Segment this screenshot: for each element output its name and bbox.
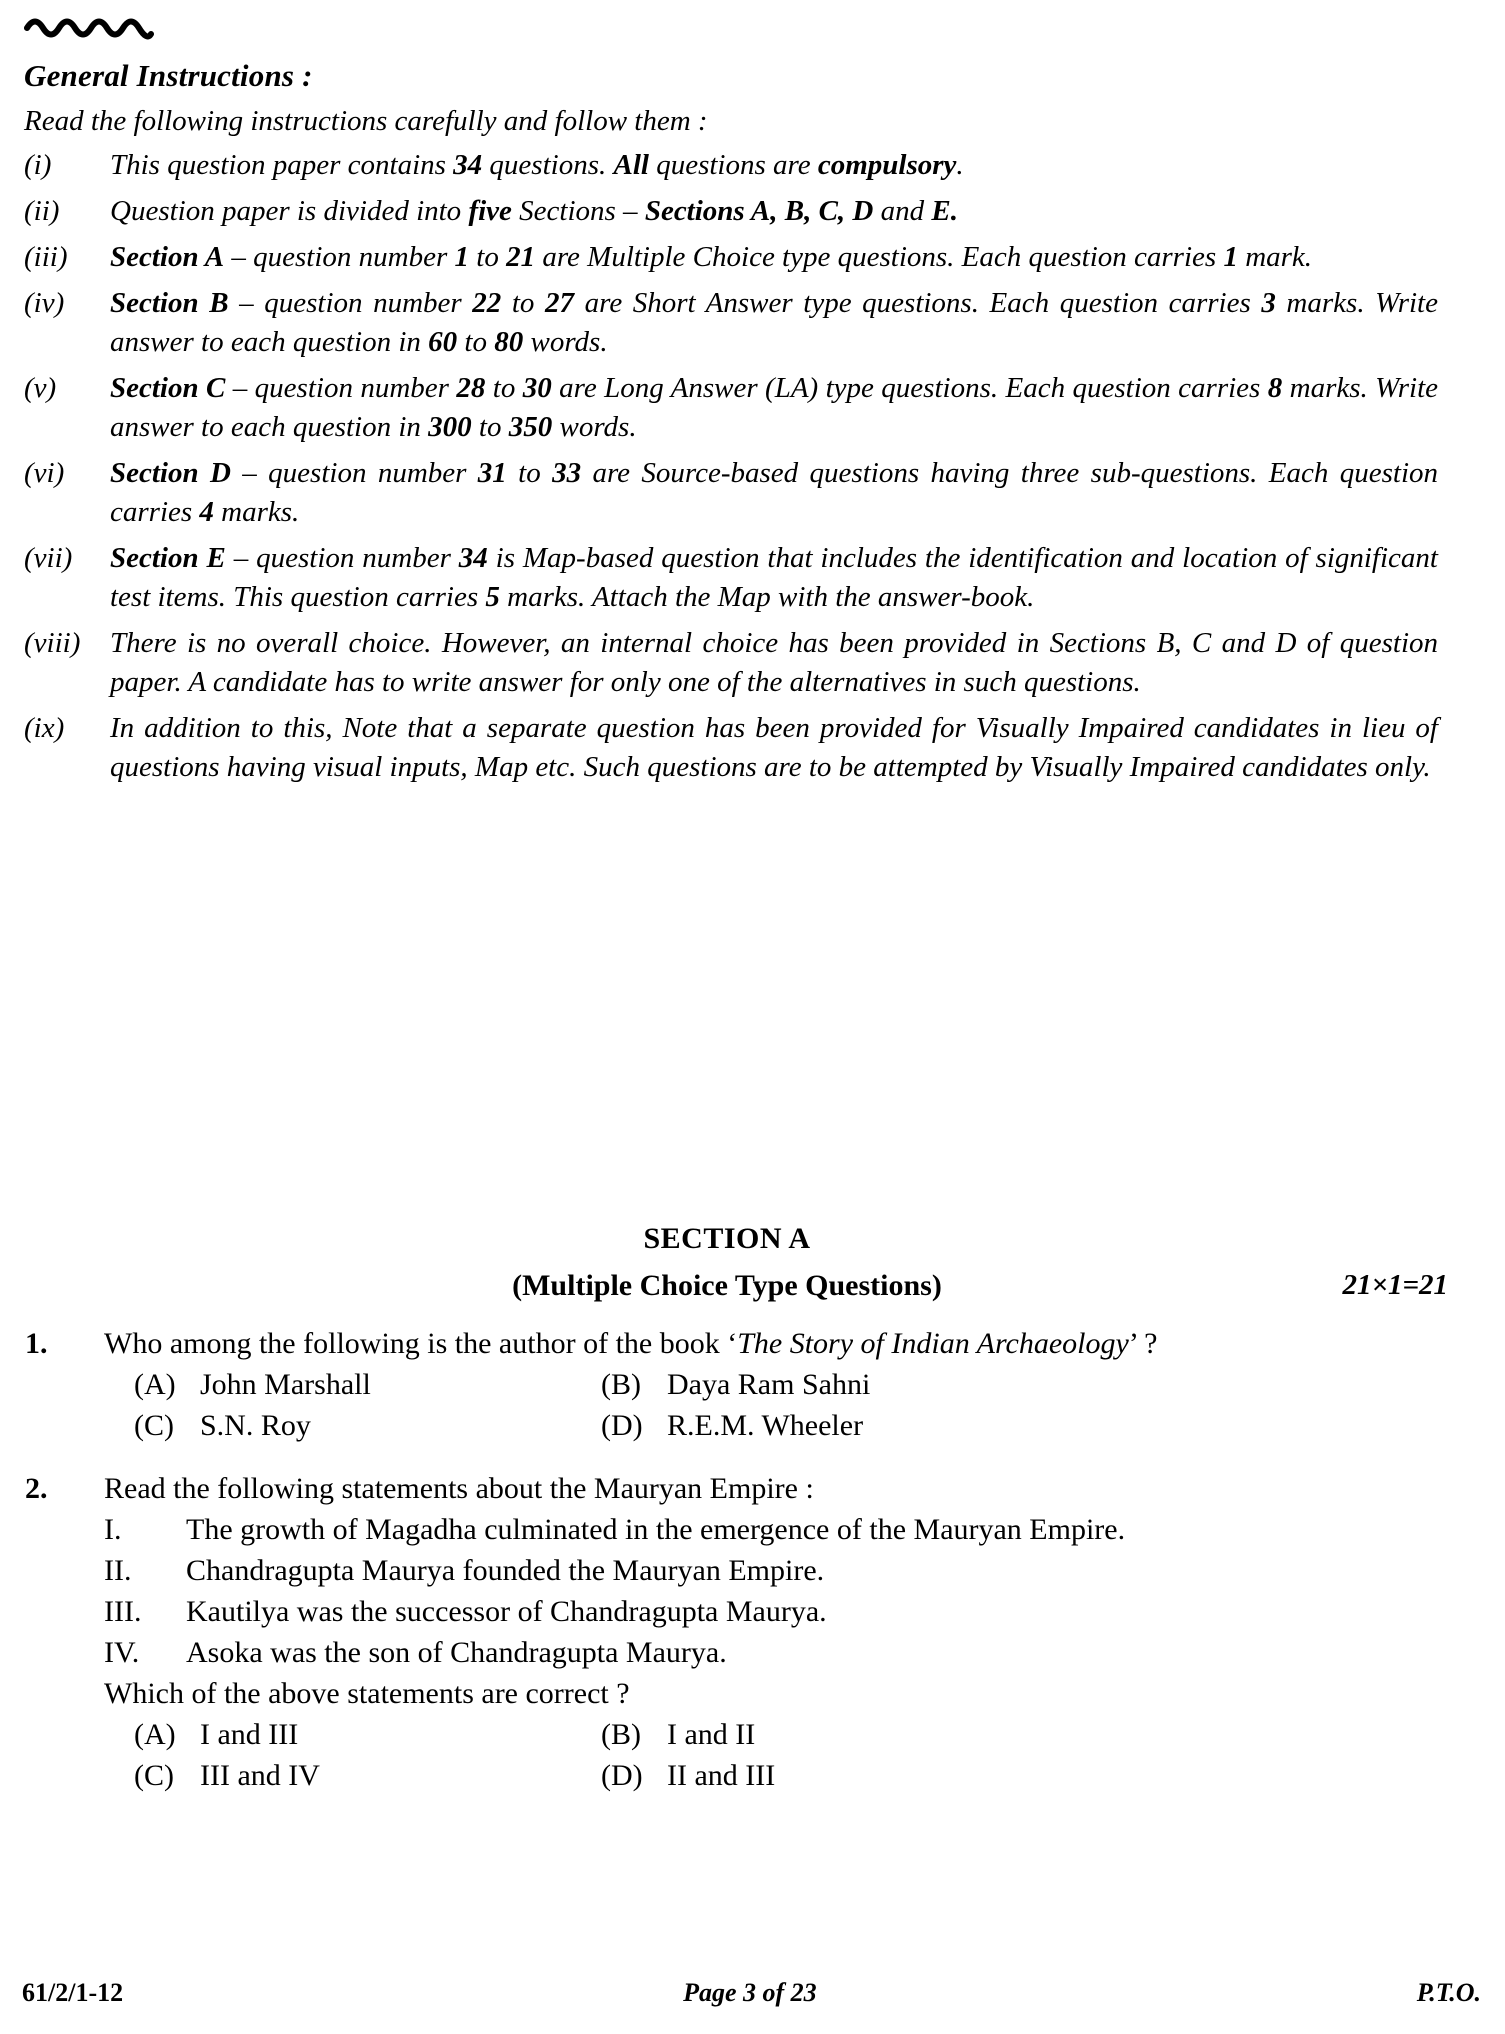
option-value: Daya Ram Sahni xyxy=(667,1368,871,1401)
instruction-text: In addition to this, Note that a separate question has been provided for Visually Impaired candidates in lieu of questions having visual inputs, Map etc. Such questions are to be attempted by Visually Impaired candidates only. xyxy=(110,712,1438,783)
statement-marker: IV. xyxy=(104,1636,140,1669)
instruction-item xyxy=(22,284,1462,362)
option-label: (C) xyxy=(134,1759,174,1792)
option-value: S.N. Roy xyxy=(200,1409,311,1442)
instruction-text: Section C – question number 28 to 30 are Long Answer (LA) type questions. Each question carries 8 marks. Write answer to each question in 300 to 350 words. xyxy=(110,372,1439,443)
page-footer xyxy=(22,1978,1481,2008)
statement-text: Asoka was the son of Chandragupta Maurya. xyxy=(186,1636,727,1669)
option-a[interactable] xyxy=(134,1714,601,1755)
wavy-line-icon xyxy=(24,12,154,46)
instruction-marker: (ii) xyxy=(24,195,60,227)
question-sub-prompt: Which of the above statements are correct ? xyxy=(104,1677,630,1710)
question-item xyxy=(22,1468,1462,1796)
option-label: (A) xyxy=(134,1368,176,1401)
statement-item xyxy=(22,1550,1462,1591)
section-title: SECTION A xyxy=(643,1222,811,1255)
instructions-list xyxy=(22,146,1462,794)
question-text: Read the following statements about the Mauryan Empire : xyxy=(104,1472,814,1505)
instruction-text: There is no overall choice. However, an internal choice has been provided in Sections B, C and D of question paper. A candidate has to write answer for only one of the alternatives in such questions. xyxy=(110,627,1438,698)
question-text: Who among the following is the author of the book ‘The Story of Indian Archaeology’ ? xyxy=(104,1327,1158,1360)
instruction-item xyxy=(22,539,1462,617)
option-label: (D) xyxy=(601,1759,643,1792)
option-a[interactable] xyxy=(134,1364,601,1405)
instruction-text: This question paper contains 34 questions. All questions are compulsory. xyxy=(110,149,964,181)
page-number: Page 3 of 23 xyxy=(683,1978,817,2007)
option-value: I and III xyxy=(200,1718,299,1751)
statement-marker: I. xyxy=(104,1513,122,1546)
option-value: III and IV xyxy=(200,1759,320,1792)
question-number: 1. xyxy=(25,1327,48,1360)
option-label: (D) xyxy=(601,1409,643,1442)
statement-item xyxy=(22,1632,1462,1673)
instruction-marker: (vi) xyxy=(24,457,65,489)
option-label: (B) xyxy=(601,1368,641,1401)
statement-marker: III. xyxy=(104,1595,142,1628)
section-subtitle: (Multiple Choice Type Questions) xyxy=(512,1269,942,1302)
general-instructions-title: General Instructions : xyxy=(24,58,313,93)
statement-text: Chandragupta Maurya founded the Mauryan Empire. xyxy=(186,1554,825,1587)
instruction-text: Section E – question number 34 is Map-based question that includes the identification and location of significant test items. This question carries 5 marks. Attach the Map with the answer-book. xyxy=(110,542,1438,613)
option-value: John Marshall xyxy=(200,1368,371,1401)
instruction-marker: (i) xyxy=(24,149,52,181)
option-b[interactable] xyxy=(601,1714,1462,1755)
instruction-marker: (v) xyxy=(24,372,57,404)
option-row xyxy=(22,1364,1462,1405)
instruction-marker: (vii) xyxy=(24,542,73,574)
questions-list xyxy=(22,1323,1462,1810)
instruction-text: Section A – question number 1 to 21 are Multiple Choice type questions. Each question carries 1 mark. xyxy=(110,241,1313,273)
statement-text: The growth of Magadha culminated in the emergence of the Mauryan Empire. xyxy=(186,1513,1126,1546)
option-value: R.E.M. Wheeler xyxy=(667,1409,864,1442)
pto-label: P.T.O. xyxy=(1416,1978,1481,2007)
instruction-text: Question paper is divided into five Sections – Sections A, B, C, D and E. xyxy=(110,195,958,227)
section-header xyxy=(22,1222,1462,1309)
instruction-marker: (viii) xyxy=(24,627,81,659)
option-value: II and III xyxy=(667,1759,776,1792)
option-c[interactable] xyxy=(134,1405,601,1446)
instruction-item xyxy=(22,192,1462,231)
paper-code: 61/2/1-12 xyxy=(22,1978,124,2007)
option-row xyxy=(22,1405,1462,1446)
instruction-marker: (iv) xyxy=(24,287,65,319)
option-d[interactable] xyxy=(601,1755,1462,1796)
instruction-item xyxy=(22,369,1462,447)
option-d[interactable] xyxy=(601,1405,1462,1446)
section-marks: 21×1=21 xyxy=(1342,1269,1448,1301)
statement-item xyxy=(22,1591,1462,1632)
option-label: (C) xyxy=(134,1409,174,1442)
instruction-item xyxy=(22,146,1462,185)
instruction-item xyxy=(22,624,1462,702)
instruction-text: Section B – question number 22 to 27 are Short Answer type questions. Each question carries 3 marks. Write answer to each question in 60 to 80 words. xyxy=(110,287,1438,358)
general-instructions-lead: Read the following instructions carefully and follow them : xyxy=(24,105,708,137)
statement-item xyxy=(22,1509,1462,1550)
instruction-text: Section D – question number 31 to 33 are Source-based questions having three sub-questions. Each question carries 4 marks. xyxy=(110,457,1439,528)
option-label: (B) xyxy=(601,1718,641,1751)
option-label: (A) xyxy=(134,1718,176,1751)
option-c[interactable] xyxy=(134,1755,601,1796)
instruction-marker: (iii) xyxy=(24,241,68,273)
question-number: 2. xyxy=(25,1472,48,1505)
instruction-item xyxy=(22,709,1462,787)
question-item xyxy=(22,1323,1462,1446)
option-value: I and II xyxy=(667,1718,756,1751)
instruction-marker: (ix) xyxy=(24,712,65,744)
option-b[interactable] xyxy=(601,1364,1462,1405)
option-row xyxy=(22,1755,1462,1796)
statement-marker: II. xyxy=(104,1554,132,1587)
instruction-item xyxy=(22,454,1462,532)
statement-text: Kautilya was the successor of Chandragupta Maurya. xyxy=(186,1595,827,1628)
option-row xyxy=(22,1714,1462,1755)
instruction-item xyxy=(22,238,1462,277)
